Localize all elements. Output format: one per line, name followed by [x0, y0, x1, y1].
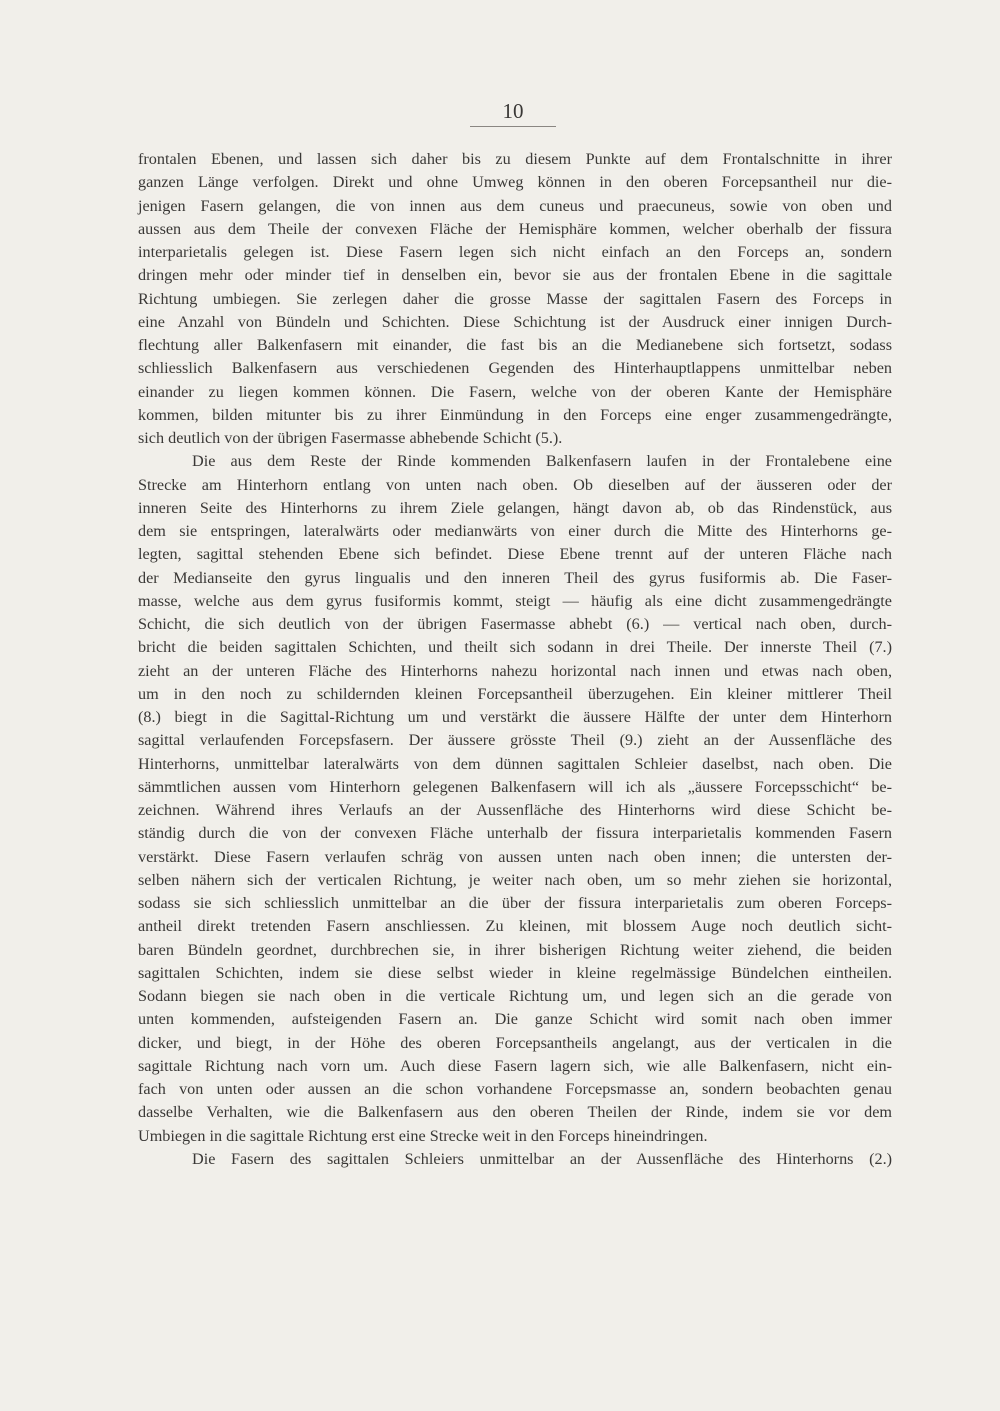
- text-line: jenigen Fasern gelangen, die von innen aus dem cuneus und praecuneus, sowie von oben und: [138, 196, 892, 215]
- text-line: einander zu liegen kommen können. Die Fasern, welche von der oberen Kante der Hemisphäre: [138, 382, 892, 401]
- text-line: sagittal verlaufenden Forcepsfasern. Der äussere grösste Theil (9.) zieht an der Aussenfläche des: [138, 731, 892, 750]
- text-line: sagittale Richtung nach vorn um. Auch diese Fasern lagern sich, wie alle Balkenfasern, nicht ein-: [138, 1056, 892, 1075]
- text-line: kommen, bilden mitunter bis zu ihrer Einmündung in den Forceps eine enger zusammengedrängte,: [138, 405, 892, 424]
- body-text: [138, 148, 892, 1171]
- text-line: zieht an der unteren Fläche des Hinterhorns nahezu horizontal nach innen und etwas nach oben,: [138, 661, 892, 680]
- text-line: fach von unten oder aussen an die schon vorhandene Forcepsmasse an, sondern beobachten genau: [138, 1080, 892, 1098]
- text-line: Richtung umbiegen. Sie zerlegen daher die grosse Masse der sagittalen Fasern des Forceps in: [138, 289, 892, 308]
- paragraph: [138, 450, 892, 1148]
- text-line: masse, welche aus dem gyrus fusiformis kommt, steigt — häufig als eine dicht zusammengedrängte: [138, 591, 892, 610]
- text-line: Die aus dem Reste der Rinde kommenden Balkenfasern laufen in der Frontalebene eine: [192, 452, 892, 471]
- text-line: selben nähern sich der verticalen Richtung, je weiter nach oben, um so mehr ziehen sie horizontal,: [138, 870, 892, 889]
- text-line: inneren Seite des Hinterhorns zu ihrem Ziele gelangen, hängt davon ab, ob das Rindenstück, aus: [138, 498, 892, 517]
- text-line: Die Fasern des sagittalen Schleiers unmittelbar an der Aussenfläche des Hinterhorns (2.): [192, 1149, 892, 1168]
- text-line: schliesslich Balkenfasern aus verschiedenen Gegenden des Hinterhauptlappens unmittelbar neben: [138, 359, 892, 378]
- text-line: aussen aus dem Theile der convexen Fläche der Hemisphäre kommen, welcher oberhalb der fissura: [138, 219, 892, 238]
- text-line: bricht die beiden sagittalen Schichten, und theilt sich sodann in drei Theile. Der innerste Theil (7.): [138, 638, 892, 657]
- page-number: 10: [502, 99, 524, 123]
- text-line: der Medianseite den gyrus lingualis und den inneren Theil des gyrus fusiformis ab. Die Faser-: [138, 568, 892, 587]
- text-line: sagittalen Schichten, indem sie diese selbst wieder in kleine regelmässige Bündelchen eintheilen.: [138, 963, 892, 982]
- text-line: antheil direkt tretenden Fasern anschliessen. Zu kleinen, mit blossem Auge noch deutlich sicht-: [138, 917, 892, 936]
- text-line: frontalen Ebenen, und lassen sich daher bis zu diesem Punkte auf dem Frontalschnitte in ihrer: [138, 150, 892, 168]
- text-line: sämmtlichen aussen vom Hinterhorn gelegenen Balkenfasern will ich als „äussere Forcepsschicht“ be-: [138, 777, 892, 796]
- text-line: dicker, und biegt, in der Höhe des oberen Forcepsantheils angelangt, aus der verticalen in die: [138, 1033, 892, 1052]
- text-line: ständig durch die von der convexen Fläche unterhalb der fissura interparietalis kommenden Fasern: [138, 824, 892, 843]
- text-line: Umbiegen in die sagittale Richtung erst eine Strecke weit in den Forceps hineindringen.: [138, 1126, 708, 1145]
- text-line: (8.) biegt in die Sagittal-Richtung um und verstärkt die äussere Hälfte der unter dem Hinterhorn: [138, 708, 892, 726]
- text-line: legten, sagittal stehenden Ebene sich befindet. Diese Ebene trennt auf der unteren Fläche nach: [138, 545, 892, 564]
- text-line: flechtung aller Balkenfasern mit einander, die fast bis an die Medianebene sich fortsetzt, sodass: [138, 336, 892, 354]
- text-line: Sodann biegen sie nach oben in die verticale Richtung um, und legen sich an die gerade von: [138, 987, 892, 1005]
- paragraph: [138, 148, 892, 450]
- paragraph: [138, 1148, 892, 1171]
- text-line: unten kommenden, aufsteigenden Fasern an. Die ganze Schicht wird somit nach oben immer: [138, 1010, 892, 1029]
- text-line: Strecke am Hinterhorn entlang von unten nach oben. Ob dieselben auf der äusseren oder der: [138, 475, 892, 494]
- text-line: baren Bündeln geordnet, durchbrechen sie, in ihrer bisherigen Richtung weiter ziehend, die beiden: [138, 940, 892, 959]
- text-line: sodass sie sich schliesslich unmittelbar an die über der fissura interparietalis zum oberen Forceps-: [138, 894, 892, 912]
- text-line: sich deutlich von der übrigen Fasermasse abhebende Schicht (5.).: [138, 429, 563, 447]
- text-line: ganzen Länge verfolgen. Direkt und ohne Umweg können in den oberen Forcepsantheil nur die-: [138, 173, 892, 192]
- text-line: zeichnen. Während ihres Verlaufs an der Aussenfläche des Hinterhorns wird diese Schicht be-: [138, 801, 892, 819]
- text-line: verstärkt. Diese Fasern verlaufen schräg von aussen unten nach oben innen; die untersten der-: [138, 847, 892, 866]
- text-line: Hinterhorns, unmittelbar lateralwärts von dem dünnen sagittalen Schleier daselbst, nach oben. Die: [138, 754, 892, 773]
- text-line: eine Anzahl von Bündeln und Schichten. Diese Schichtung ist der Ausdruck einer innigen Durch-: [138, 312, 892, 331]
- text-line: um in den noch zu schildernden kleinen Forcepsantheil überzugehen. Ein kleiner mittlerer Theil: [138, 684, 892, 703]
- page-number-rule: [470, 126, 556, 127]
- text-line: dringen mehr oder minder tief in denselben ein, bevor sie aus der frontalen Ebene in die sagittale: [138, 266, 892, 285]
- text-line: interparietalis gelegen ist. Diese Fasern legen sich nicht einfach an den Forceps an, sondern: [138, 243, 892, 261]
- text-line: dasselbe Verhalten, wie die Balkenfasern aus den oberen Theilen der Rinde, indem sie vor dem: [138, 1103, 892, 1122]
- text-line: Schicht, die sich deutlich von der übrigen Fasermasse abhebt (6.) — vertical nach oben, durch-: [138, 615, 892, 633]
- text-line: dem sie entspringen, lateralwärts oder medianwärts von einer durch die Mitte des Hinterhorns ge-: [138, 522, 892, 540]
